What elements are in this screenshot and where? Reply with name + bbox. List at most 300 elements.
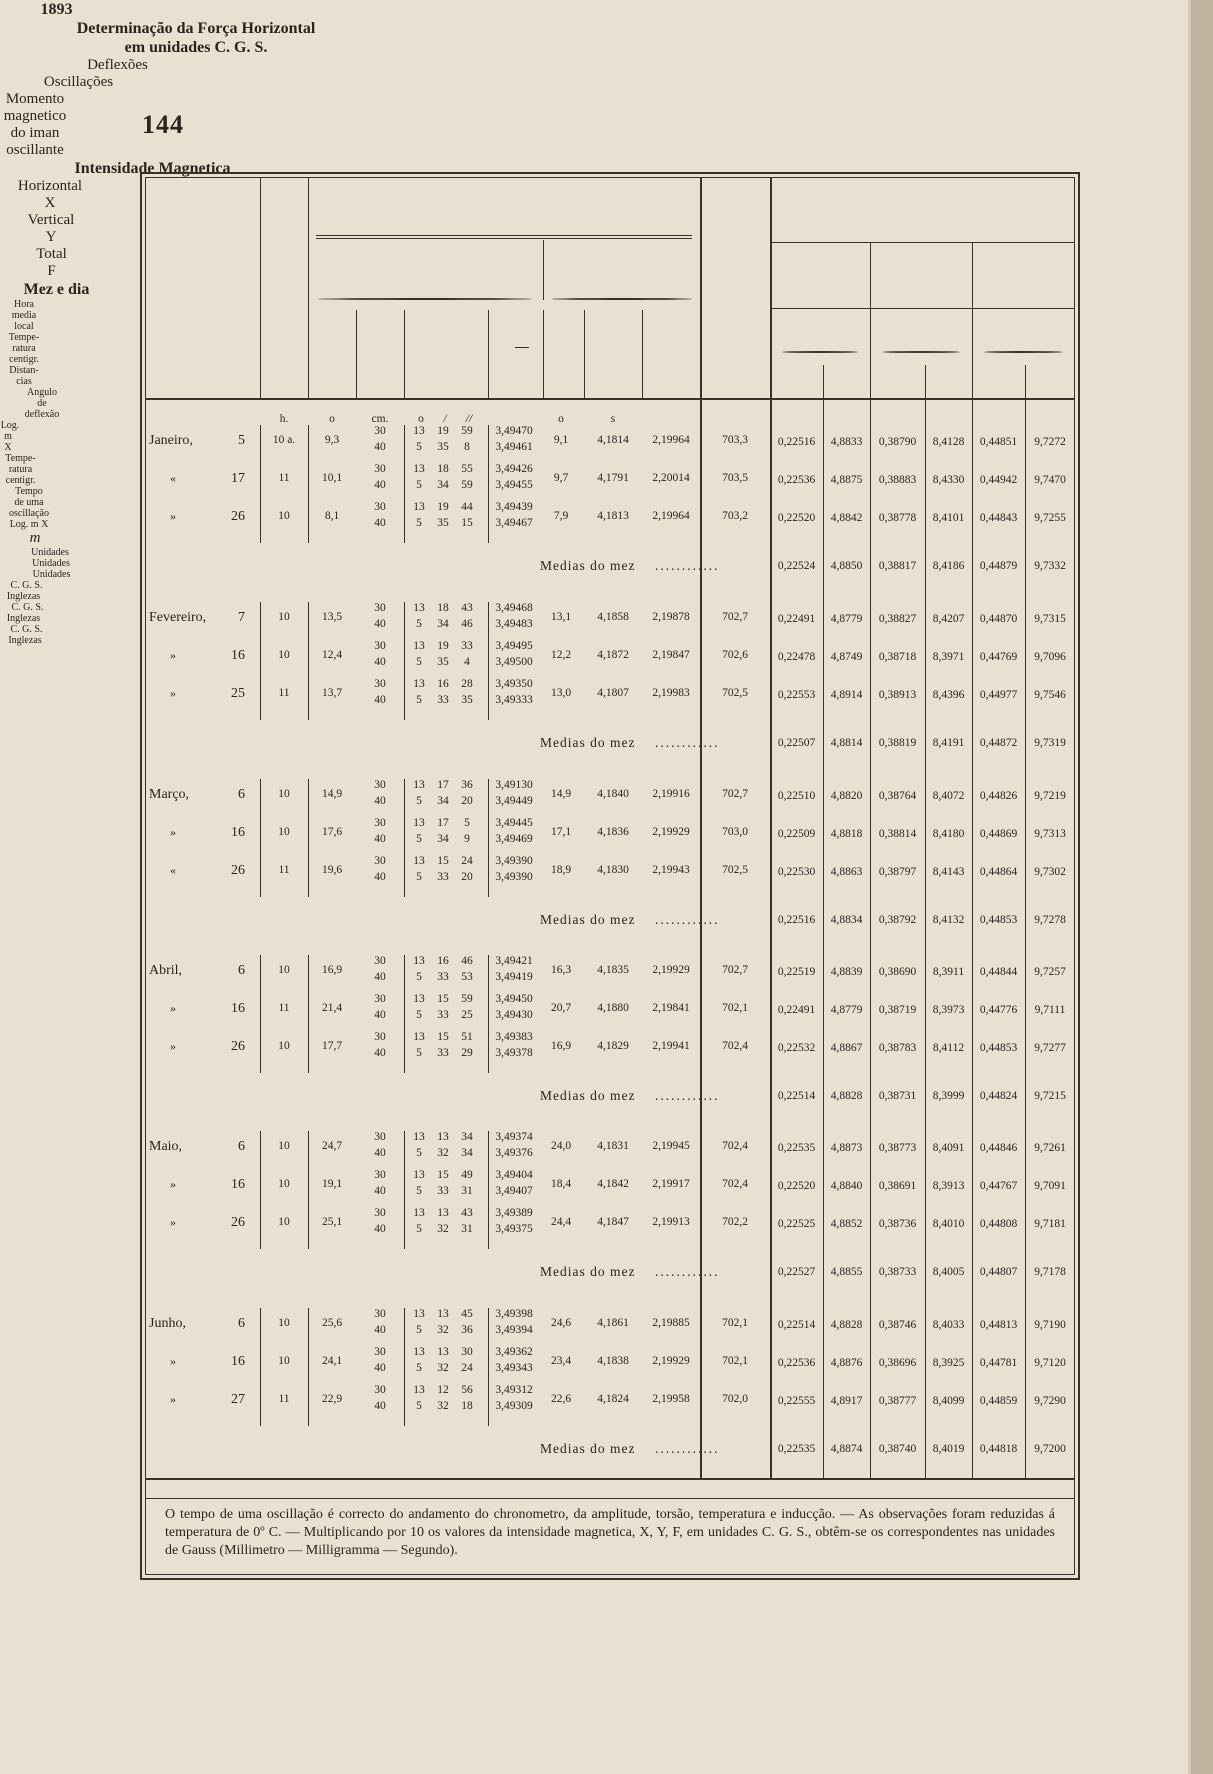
ditto-mark-4-2: »	[170, 1215, 176, 1229]
angle1-deg-3-2: 13	[413, 1031, 425, 1043]
angle2-min-1-1: 35	[437, 656, 449, 668]
logmx-0-2: 2,19964	[652, 510, 690, 522]
sub-sep-tempo	[642, 310, 643, 398]
medias-xc-3: 0,22514	[777, 1090, 816, 1102]
temp-4-2: 25,1	[321, 1216, 343, 1228]
medias-label-0: Medias do mez	[540, 558, 636, 573]
fi-2-0: 9,7219	[1034, 790, 1066, 802]
log2-2-0: 3,49449	[495, 795, 533, 807]
angle2-sec-1-1: 4	[464, 656, 470, 668]
tempo-4-2: 4,1847	[597, 1216, 629, 1228]
angle2-deg-1-0: 5	[416, 618, 422, 630]
angle1-deg-0-2: 13	[413, 501, 425, 513]
medias-yi-3: 8,3999	[932, 1090, 965, 1102]
logmx-1-1: 2,19847	[652, 649, 690, 661]
header-sep-mom	[770, 177, 772, 398]
yc-4-0: 0,38773	[878, 1142, 917, 1154]
log2-2-1: 3,49469	[495, 833, 533, 845]
log1-2-1: 3,49445	[495, 817, 533, 829]
day-3-0: 6	[238, 963, 245, 978]
xc-2-2: 0,22530	[777, 866, 816, 878]
logmx-1-0: 2,19878	[652, 611, 690, 623]
angle1-min-4-1: 15	[437, 1169, 449, 1181]
logmx-0-1: 2,20014	[652, 472, 690, 484]
dist2-1-1: 40	[374, 656, 386, 668]
angle1-deg-1-0: 13	[413, 602, 425, 614]
fc-4-1: 0,44767	[979, 1180, 1018, 1192]
angle1-deg-3-0: 13	[413, 955, 425, 967]
log1-4-1: 3,49404	[495, 1169, 533, 1181]
angle1-sec-0-0: 59	[461, 425, 473, 437]
force-title-line2: em unidades C. G. S.	[124, 39, 268, 56]
angle1-min-5-1: 13	[437, 1346, 449, 1358]
log-frac-den: X	[4, 442, 12, 453]
dist1-4-2: 30	[374, 1207, 386, 1219]
hora-5-0: 10	[278, 1317, 290, 1329]
angle2-min-2-0: 34	[437, 795, 449, 807]
ditto-mark-5-2: »	[170, 1392, 176, 1406]
hora-label-0: Hora	[14, 299, 34, 310]
month-name-0: Janeiro,	[149, 433, 193, 448]
angulo-label-1: de	[37, 398, 47, 409]
month-name-1: Fevereiro,	[149, 610, 207, 625]
tempo-4-0: 4,1831	[597, 1140, 629, 1152]
xc-0-0: 0,22516	[777, 436, 816, 448]
medias-fi-5: 9,7200	[1034, 1443, 1066, 1455]
temp2-4-1: 18,4	[550, 1178, 572, 1190]
log1-0-2: 3,49439	[495, 501, 533, 513]
dist1-4-0: 30	[374, 1131, 386, 1143]
medias-leader-1: ............	[655, 735, 720, 750]
dist2-2-1: 40	[374, 833, 386, 845]
temp2-label-0: Tempe-	[5, 453, 36, 464]
momento-0-2: 703,2	[722, 510, 748, 522]
log2-3-2: 3,49378	[495, 1047, 533, 1059]
angle1-min-0-0: 19	[437, 425, 449, 437]
medias-fc-5: 0,44818	[979, 1443, 1018, 1455]
xi-4-0: 4,8873	[830, 1142, 863, 1154]
dist2-5-2: 40	[374, 1400, 386, 1412]
medias-xi-4: 4,8855	[830, 1266, 863, 1278]
temp2-2-1: 17,1	[550, 826, 572, 838]
xc-0-2: 0,22520	[777, 512, 816, 524]
temp-3-0: 16,9	[321, 964, 343, 976]
temp-1-1: 12,4	[321, 649, 343, 661]
day-5-0: 6	[238, 1316, 245, 1331]
ditto-mark-3-2: »	[170, 1039, 176, 1053]
ditto-mark-1-1: »	[170, 648, 176, 662]
medias-xc-4: 0,22527	[777, 1266, 816, 1278]
angle2-deg-3-1: 5	[416, 1009, 422, 1021]
sub-sep-fc	[1025, 365, 1026, 398]
log1-4-0: 3,49374	[495, 1131, 533, 1143]
log1-3-0: 3,49421	[495, 955, 533, 967]
temp2-5-2: 22,6	[550, 1393, 572, 1405]
distancias-label-0: Distan-	[9, 365, 39, 376]
momento-label-0: Momento	[5, 91, 65, 107]
fi-3-1: 9,7111	[1034, 1004, 1066, 1016]
angle1-deg-1-1: 13	[413, 640, 425, 652]
tempo-label-1: de uma	[14, 497, 44, 508]
angle2-min-3-1: 33	[437, 1009, 449, 1021]
angle1-min-3-0: 16	[437, 955, 449, 967]
momento-3-2: 702,4	[722, 1040, 748, 1052]
xi-header: Inglezas	[6, 591, 41, 602]
month-3-sep-dist	[404, 955, 405, 1073]
vertical-sym: Y	[45, 229, 57, 245]
mez-e-dia-label: Mez e dia	[23, 281, 90, 298]
angle1-min-4-0: 13	[437, 1131, 449, 1143]
xi-5-0: 4,8828	[830, 1319, 863, 1331]
fc-header: C. G. S.	[10, 624, 43, 635]
header-underline-1	[145, 398, 1075, 400]
temp2-1-2: 13,0	[550, 687, 572, 699]
tempo-0-1: 4,1791	[597, 472, 629, 484]
log1-2-0: 3,49130	[495, 779, 533, 791]
logmx-2-1: 2,19929	[652, 826, 690, 838]
angle2-min-4-2: 32	[437, 1223, 449, 1235]
hora-2-1: 10	[278, 826, 290, 838]
page-number: 144	[142, 110, 184, 139]
dist2-3-0: 40	[374, 971, 386, 983]
body-sep-fc	[1025, 398, 1026, 1478]
angle2-deg-4-2: 5	[416, 1223, 422, 1235]
temp2-2-0: 14,9	[550, 788, 572, 800]
angle1-min-3-2: 15	[437, 1031, 449, 1043]
distancias-label-1: cias	[16, 376, 32, 387]
dist2-4-2: 40	[374, 1223, 386, 1235]
yc-4-2: 0,38736	[878, 1218, 917, 1230]
dist1-5-1: 30	[374, 1346, 386, 1358]
month-0-sep-dist	[404, 425, 405, 543]
yi-1-2: 8,4396	[932, 689, 965, 701]
logmx-2-0: 2,19916	[652, 788, 690, 800]
sub-sep-dist	[404, 310, 405, 398]
medias-fi-3: 9,7215	[1034, 1090, 1066, 1102]
temp-2-0: 14,9	[321, 788, 343, 800]
angle1-sec-2-0: 36	[461, 779, 473, 791]
medias-leader-3: ............	[655, 1088, 720, 1103]
yi-5-1: 8,3925	[932, 1357, 965, 1369]
angle1-deg-1-2: 13	[413, 678, 425, 690]
log2-4-1: 3,49407	[495, 1185, 533, 1197]
fc-3-0: 0,44844	[979, 966, 1018, 978]
temp2-0-2: 7,9	[553, 510, 569, 522]
medias-xi-3: 4,8828	[830, 1090, 863, 1102]
yc-4-1: 0,38691	[878, 1180, 917, 1192]
tempo-5-1: 4,1838	[597, 1355, 629, 1367]
page-edge	[1191, 0, 1213, 1774]
momento-4-0: 702,4	[722, 1140, 748, 1152]
fc-2-0: 0,44826	[979, 790, 1018, 802]
medias-yi-1: 8,4191	[932, 737, 965, 749]
fc-4-0: 0,44846	[979, 1142, 1018, 1154]
momento-2-1: 703,0	[722, 826, 748, 838]
year-label: 1893	[40, 1, 73, 18]
fi-5-1: 9,7120	[1034, 1357, 1066, 1369]
hora-0-1: 11	[278, 472, 290, 484]
angle2-min-4-0: 32	[437, 1147, 449, 1159]
angle1-sec-1-0: 43	[461, 602, 473, 614]
temp-5-2: 22,9	[321, 1393, 343, 1405]
log-frac-bar	[515, 347, 529, 348]
xc-header: C. G. S.	[10, 580, 43, 591]
angle2-sec-0-2: 15	[461, 517, 473, 529]
angle1-min-1-2: 16	[437, 678, 449, 690]
temp-3-2: 17,7	[321, 1040, 343, 1052]
fc-0-1: 0,44942	[979, 474, 1018, 486]
force-title-line1: Determinação da Força Horizontal	[76, 20, 316, 37]
yc-0-0: 0,38790	[878, 436, 917, 448]
temp-1-2: 13,7	[321, 687, 343, 699]
day-4-0: 6	[238, 1139, 245, 1154]
angle1-sec-5-1: 30	[461, 1346, 473, 1358]
vertical-label: Vertical	[27, 212, 75, 228]
angle2-deg-4-1: 5	[416, 1185, 422, 1197]
log1-5-2: 3,49312	[495, 1384, 533, 1396]
momento-5-2: 702,0	[722, 1393, 748, 1405]
yi-2-1: 8,4180	[932, 828, 965, 840]
day-1-2: 25	[231, 686, 245, 701]
log1-1-1: 3,49495	[495, 640, 533, 652]
medias-label-4: Medias do mez	[540, 1264, 636, 1279]
angle1-deg-5-0: 13	[413, 1308, 425, 1320]
angle1-sec-3-2: 51	[461, 1031, 473, 1043]
hora-2-2: 11	[278, 864, 290, 876]
angle2-deg-0-1: 5	[416, 479, 422, 491]
angle1-min-0-2: 19	[437, 501, 449, 513]
month-name-3: Abril,	[149, 963, 183, 978]
sub-sep-hora	[308, 310, 309, 398]
angle2-sec-2-1: 9	[464, 833, 470, 845]
log2-5-2: 3,49309	[495, 1400, 533, 1412]
angle2-deg-2-0: 5	[416, 795, 422, 807]
yi-4-1: 8,3913	[932, 1180, 965, 1192]
angle1-deg-2-0: 13	[413, 779, 425, 791]
temp-2-1: 17,6	[321, 826, 343, 838]
body-sep-horizontal	[870, 398, 871, 1478]
momento-label-3: oscillante	[6, 142, 64, 158]
horizontal-sym: X	[44, 195, 56, 211]
temp1-label-0: Tempe-	[8, 332, 40, 343]
tempo-1-2: 4,1807	[597, 687, 629, 699]
month-name-2: Março,	[149, 787, 190, 802]
momento-0-1: 703,5	[722, 472, 748, 484]
dist1-4-1: 30	[374, 1169, 386, 1181]
temp2-label-1: ratura	[8, 464, 33, 475]
hora-3-0: 10	[278, 964, 290, 976]
day-5-1: 16	[231, 1354, 245, 1369]
intensidade-rule	[770, 242, 1075, 243]
horizontal-label: Horizontal	[17, 178, 83, 194]
tempo-1-0: 4,1858	[597, 611, 629, 623]
angle2-sec-0-0: 8	[464, 441, 470, 453]
subcolumn-rule	[770, 308, 1075, 309]
fi-0-2: 9,7255	[1034, 512, 1066, 524]
angle1-deg-2-1: 13	[413, 817, 425, 829]
logmx-4-0: 2,19945	[652, 1140, 690, 1152]
momento-4-2: 702,2	[722, 1216, 748, 1228]
yc-1-2: 0,38913	[878, 689, 917, 701]
fc-5-2: 0,44859	[979, 1395, 1018, 1407]
angle2-sec-4-0: 34	[461, 1147, 473, 1159]
yc-1-0: 0,38827	[878, 613, 917, 625]
hora-5-2: 11	[278, 1393, 290, 1405]
m-col-label: m	[29, 530, 41, 546]
ditto-mark-0-1: «	[170, 471, 176, 485]
angle2-sec-4-2: 31	[461, 1223, 473, 1235]
angle1-sec-2-1: 5	[464, 817, 470, 829]
horizontal-vertical-sep	[870, 242, 871, 398]
angle1-deg-0-1: 13	[413, 463, 425, 475]
xc-0-1: 0,22536	[777, 474, 816, 486]
sub-sep-log	[543, 310, 544, 398]
angle2-deg-3-0: 5	[416, 971, 422, 983]
logmx-5-1: 2,19929	[652, 1355, 690, 1367]
temp2-4-2: 24,4	[550, 1216, 572, 1228]
sub-sep-t2	[584, 310, 585, 398]
angle1-sec-3-0: 46	[461, 955, 473, 967]
logmx-3-1: 2,19841	[652, 1002, 690, 1014]
ditto-mark-0-2: »	[170, 509, 176, 523]
medias-yc-3: 0,38731	[878, 1090, 917, 1102]
temp-3-1: 21,4	[321, 1002, 343, 1014]
medias-fc-4: 0,44807	[979, 1266, 1018, 1278]
fc-0-2: 0,44843	[979, 512, 1018, 524]
dist1-3-0: 30	[374, 955, 386, 967]
hora-4-1: 10	[278, 1178, 290, 1190]
hora-1-1: 10	[278, 649, 290, 661]
hora-5-1: 10	[278, 1355, 290, 1367]
table-bottom-rule	[145, 1478, 1075, 1480]
log2-1-1: 3,49500	[495, 656, 533, 668]
momento-3-1: 702,1	[722, 1002, 748, 1014]
momento-1-2: 702,5	[722, 687, 748, 699]
angulo-label-2: deflexão	[24, 409, 60, 420]
day-4-1: 16	[231, 1177, 245, 1192]
hora-3-2: 10	[278, 1040, 290, 1052]
log2-3-1: 3,49430	[495, 1009, 533, 1021]
xc-1-2: 0,22553	[777, 689, 816, 701]
logmx-5-0: 2,19885	[652, 1317, 690, 1329]
dist2-4-1: 40	[374, 1185, 386, 1197]
tempo-1-1: 4,1872	[597, 649, 629, 661]
angle2-min-0-1: 34	[437, 479, 449, 491]
deflex-osc-sep	[543, 240, 544, 300]
log2-3-0: 3,49419	[495, 971, 533, 983]
angle2-deg-1-1: 5	[416, 656, 422, 668]
tempo-3-0: 4,1835	[597, 964, 629, 976]
medias-yc-5: 0,38740	[878, 1443, 917, 1455]
ditto-mark-3-1: »	[170, 1001, 176, 1015]
momento-4-1: 702,4	[722, 1178, 748, 1190]
angle2-deg-1-2: 5	[416, 694, 422, 706]
momento-1-0: 702,7	[722, 611, 748, 623]
temp2-3-0: 16,3	[550, 964, 572, 976]
day-3-1: 16	[231, 1001, 245, 1016]
medias-yi-4: 8,4005	[932, 1266, 965, 1278]
xi-3-0: 4,8839	[830, 966, 863, 978]
yi-2-0: 8,4072	[932, 790, 965, 802]
log1-0-0: 3,49470	[495, 425, 533, 437]
medias-leader-5: ............	[655, 1441, 720, 1456]
hora-0-2: 10	[278, 510, 290, 522]
tempo-0-2: 4,1813	[597, 510, 629, 522]
log-frac-num: m	[4, 431, 12, 442]
medias-fi-2: 9,7278	[1034, 914, 1066, 926]
angle1-min-2-1: 17	[437, 817, 449, 829]
dist1-5-2: 30	[374, 1384, 386, 1396]
xi-2-0: 4,8820	[830, 790, 863, 802]
medias-fi-4: 9,7178	[1034, 1266, 1066, 1278]
day-5-2: 27	[231, 1392, 245, 1407]
xi-3-1: 4,8779	[830, 1004, 863, 1016]
yi-4-2: 8,4010	[932, 1218, 965, 1230]
header-sep-osc	[700, 177, 702, 398]
angle2-deg-5-1: 5	[416, 1362, 422, 1374]
dist1-1-1: 30	[374, 640, 386, 652]
tempo-label-0: Tempo	[15, 486, 43, 497]
yc-5-2: 0,38777	[878, 1395, 917, 1407]
temp-2-2: 19,6	[321, 864, 343, 876]
momento-5-0: 702,1	[722, 1317, 748, 1329]
xc-5-2: 0,22555	[777, 1395, 816, 1407]
angle2-sec-4-1: 31	[461, 1185, 473, 1197]
temp1-label-2: centigr.	[9, 354, 39, 365]
month-4-sep-dist	[404, 1131, 405, 1249]
temp-4-0: 24,7	[321, 1140, 343, 1152]
logmx-2-2: 2,19943	[652, 864, 690, 876]
angle1-sec-2-2: 24	[461, 855, 473, 867]
temp1-label-1: ratura	[12, 343, 36, 354]
hora-1-0: 10	[278, 611, 290, 623]
medias-yc-4: 0,38733	[878, 1266, 917, 1278]
yi-3-0: 8,3911	[932, 966, 965, 978]
fi-header: Inglezas	[8, 635, 42, 646]
momento-2-0: 702,7	[722, 788, 748, 800]
unidades-x-label: Unidades	[31, 547, 69, 558]
dist2-2-0: 40	[374, 795, 386, 807]
medias-label-5: Medias do mez	[540, 1441, 636, 1456]
logmx-3-0: 2,19929	[652, 964, 690, 976]
total-sym: F	[47, 263, 56, 279]
angle2-min-0-0: 35	[437, 441, 449, 453]
yc-0-2: 0,38778	[878, 512, 917, 524]
medias-label-1: Medias do mez	[540, 735, 636, 750]
unidades-y-brace	[882, 351, 960, 353]
fi-5-0: 9,7190	[1034, 1319, 1066, 1331]
log2-5-0: 3,49394	[495, 1324, 533, 1336]
xi-0-0: 4,8833	[830, 436, 863, 448]
medias-xc-0: 0,22524	[777, 560, 816, 572]
medias-yi-2: 8,4132	[932, 914, 965, 926]
force-title-rule-b	[316, 238, 692, 239]
dist2-0-1: 40	[374, 479, 386, 491]
temp2-1-1: 12,2	[550, 649, 572, 661]
log1-5-1: 3,49362	[495, 1346, 533, 1358]
angle2-sec-3-2: 29	[461, 1047, 473, 1059]
fi-2-1: 9,7313	[1034, 828, 1066, 840]
angle1-min-0-1: 18	[437, 463, 449, 475]
yc-3-1: 0,38719	[878, 1004, 917, 1016]
angle2-sec-3-1: 25	[461, 1009, 473, 1021]
fi-3-2: 9,7277	[1034, 1042, 1066, 1054]
dist2-4-0: 40	[374, 1147, 386, 1159]
temp-4-1: 19,1	[321, 1178, 343, 1190]
medias-yi-0: 8,4186	[932, 560, 965, 572]
angle1-sec-0-1: 55	[461, 463, 473, 475]
xc-4-1: 0,22520	[777, 1180, 816, 1192]
